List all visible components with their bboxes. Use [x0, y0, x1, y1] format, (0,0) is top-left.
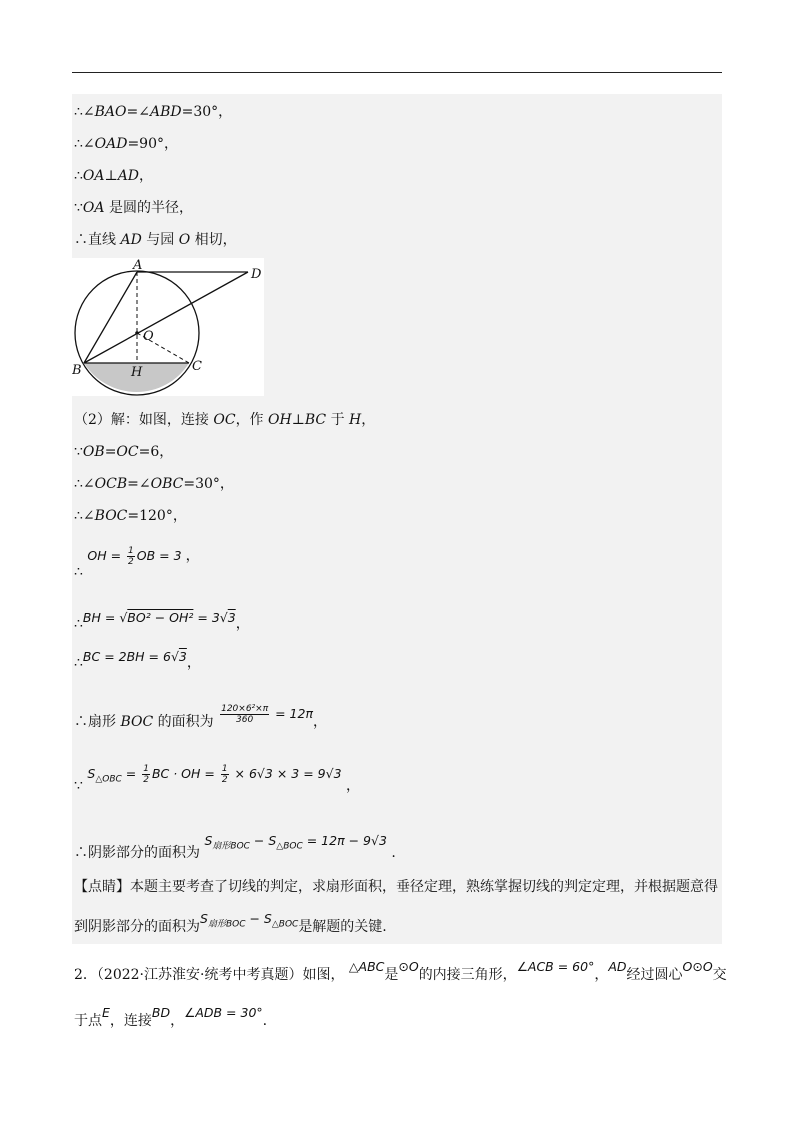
line-angle-oad: ∴∠OAD=90°， — [74, 136, 178, 152]
label-o: O — [143, 329, 154, 344]
label-d: D — [251, 267, 262, 282]
label-b: B — [72, 363, 82, 378]
label-h: H — [131, 365, 143, 380]
line-oh: ∴ OH = $\frac{1}{2}$ OB = 3 ， — [74, 546, 200, 580]
line-angle-boc: ∴∠BOC=120°， — [74, 508, 187, 524]
comment-line-2: 到阴影部分的面积为$S_{扇形BOC} - S_{\triangle BOC}$是解题的关键. — [74, 911, 387, 935]
label-a: A — [133, 258, 143, 273]
line-triangle-area: ∵ $S_{\triangle OBC}$ = $\frac{1}{2}$ BC · OH = $\frac{1}{2}$ × 6√3 × 3 = 9√3 ， — [74, 764, 360, 794]
line-bc: ∴BC = 2BH = 6√3， — [74, 649, 201, 671]
line-sector-area: ∴扇形 BOC 的面积为 $\frac{\text{120×6²×π}}{360}$ = 12π， — [74, 704, 327, 730]
question-2-line-1: 2．（2022·江苏淮安·统考中考真题）如图， △ABC是⊙O的内接三角形，∠ACB = 60°，AD经过圆心O⊙O交 — [74, 959, 727, 983]
geometry-figure — [72, 258, 264, 396]
question-2-line-2: 于点E，连接BD，∠ADB = 30°. — [74, 1005, 268, 1029]
part2-intro: （2）解：如图，连接 OC，作 OH⊥BC 于 H， — [74, 412, 376, 428]
line-radius: ∵OA 是圆的半径， — [74, 200, 193, 216]
line-bd — [84, 272, 248, 363]
center-point — [135, 331, 139, 335]
comment-line-1: 【点睛】本题主要考查了切线的判定，求扇形面积，垂径定理，熟练掌握切线的判定定理，并根据题意得 — [74, 879, 718, 895]
line-angle-bao: ∴∠BAO=∠ABD=30°， — [74, 104, 233, 120]
line-bh: ∴BH = √BO² − OH² = 3√3， — [74, 610, 250, 632]
line-ob-oc: ∵OB=OC=6， — [74, 444, 174, 460]
line-angle-ocb: ∴∠OCB=∠OBC=30°， — [74, 476, 234, 492]
line-perpendicular: ∴OA⊥AD， — [74, 168, 154, 184]
label-c: C — [192, 359, 202, 374]
chord-ab — [84, 272, 137, 363]
header-rule — [72, 72, 722, 73]
line-shaded-area: ∴阴影部分的面积为 $S_{扇形BOC} - S_{\triangle BOC} = 12\pi - 9√3$ . — [74, 833, 396, 861]
circle-diagram — [72, 258, 264, 396]
line-tangent-conclusion: ∴直线 AD 与园 O 相切， — [74, 232, 237, 248]
